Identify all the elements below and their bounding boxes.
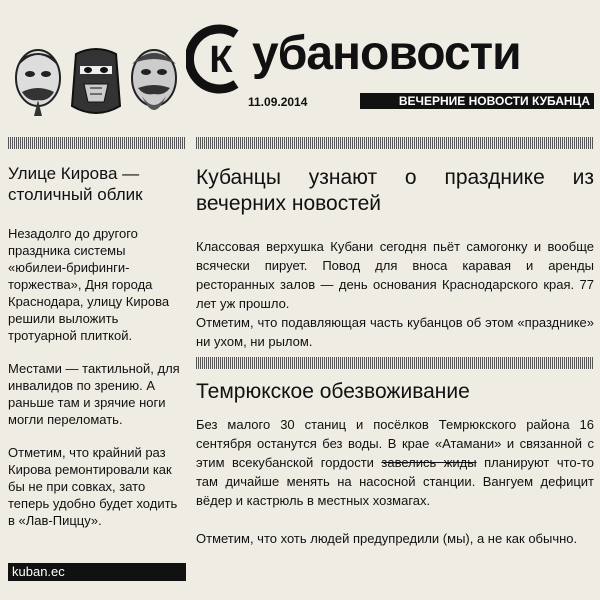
site-url-link[interactable]: kuban.ec: [8, 563, 186, 581]
text-span: Без малого 30 станиц и посёлков Темрюкского района 16 сентября останутся без воды. В крае «Атамани» и связанной с этим всекубанской гордости: [196, 417, 594, 470]
sidebar-paragraph: Местами — тактильной, для инвалидов по зрению. А раньше там и зрячие ноги могли переломать.: [8, 361, 180, 427]
article-paragraph: [196, 415, 594, 510]
article-paragraph: Отметим, что подавляющая часть кубанцов об этом «празднике» ни ухом, ни рылом.: [196, 315, 594, 349]
article-paragraph: Отметим, что хоть людей предупредили (мы), а не как обычно.: [196, 531, 578, 546]
logo-text: убановости: [252, 27, 521, 80]
sidebar-text: [8, 225, 186, 529]
sidebar-paragraph: Незадолго до другого праздника системы «юбилеи-брифинги-торжества», Дня города Краснодара, улицу Кирова решили выложить тротуарной плиткой.: [8, 226, 170, 343]
mask-icon-1: [16, 50, 60, 116]
strikethrough-text: завелись жиды: [381, 455, 477, 470]
issue-date: 11.09.2014: [248, 95, 308, 109]
text-span: планируют что-то там дичайше менять на насосной станции. Вангуем дефицит вёдер и кастрюль в местных хозмагах.: [196, 455, 595, 508]
sidebar-divider: [8, 137, 186, 149]
article-body: [196, 415, 594, 548]
sidebar: [8, 137, 186, 545]
article-divider: [196, 357, 594, 369]
article-title[interactable]: Кубанцы узнают о празднике из вечерних новостей: [196, 166, 594, 215]
mask-icon-3: [132, 50, 176, 110]
masks-illustration: [8, 44, 188, 124]
site-logo[interactable]: [186, 22, 596, 100]
masthead: [0, 0, 600, 120]
article-title[interactable]: Темрюкское обезвоживание: [196, 380, 470, 403]
mask-icon-2: [72, 49, 120, 113]
sidebar-paragraph: Отметим, что крайний раз Кирова ремонтировали как бы не при совках, зато теперь удобно будет ходить в «Лав-Пиццу».: [8, 445, 178, 528]
sidebar-title: Улице Кирова — столичный облик: [8, 164, 143, 204]
article-paragraph: Классовая верхушка Кубани сегодня пьёт самогонку и вообще всячески пирует. Повод для вноса каравая и аренды ресторанных залов — день основания Краснодарского края. 77 лет уж прошло.: [196, 239, 594, 311]
tagline: ВЕЧЕРНИЕ НОВОСТИ КУБАНЦА: [360, 93, 594, 109]
main-column: [196, 137, 594, 548]
article-divider: [196, 137, 594, 149]
logo-letter: К: [209, 39, 233, 81]
copyleft-logo-icon: [186, 22, 256, 96]
article-body: [196, 237, 594, 351]
